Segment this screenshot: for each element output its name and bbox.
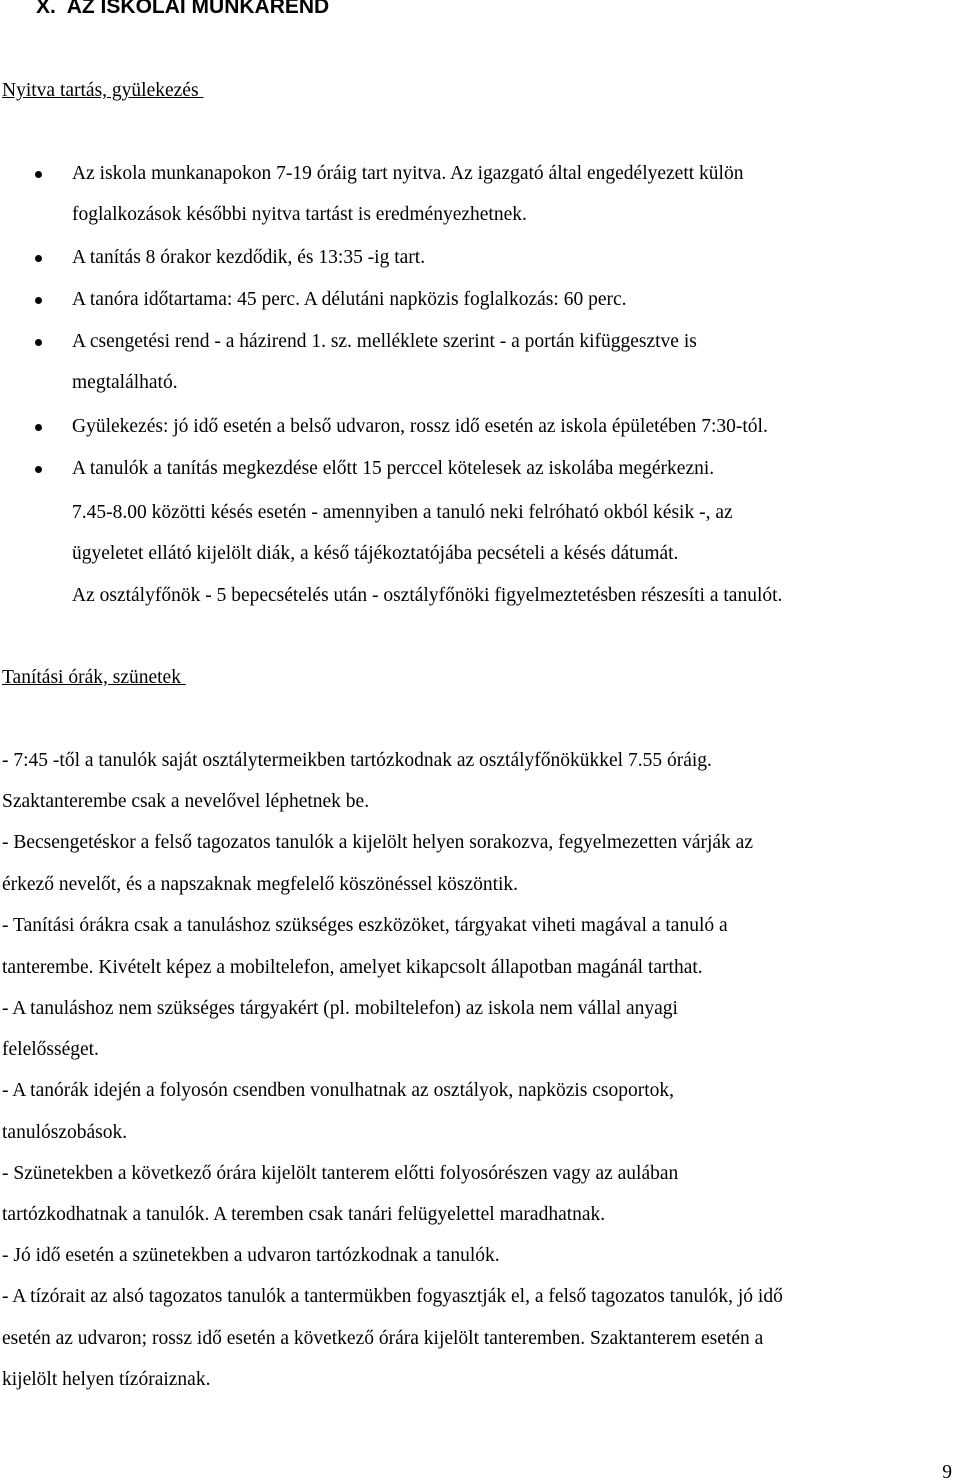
- paragraph-line: tanterembe. Kivételt képez a mobiltelefon, amelyet kikapcsolt állapotban magánál tarthat.: [2, 957, 703, 978]
- list-item-line: Az osztályfőnök - 5 bepecsételés után - osztályfőnöki figyelmeztetésben részesíti a tanulót.: [72, 585, 783, 606]
- list-item-line: foglalkozások későbbi nyitva tartást is eredményezhetnek.: [72, 204, 527, 225]
- section-heading-opening-hours: Nyitva tartás, gyülekezés: [2, 80, 204, 101]
- paragraph-line: - Tanítási órákra csak a tanuláshoz szükséges eszközöket, tárgyakat viheti magával a tanuló a: [2, 915, 728, 936]
- section-heading-lessons-breaks: Tanítási órák, szünetek: [2, 667, 186, 688]
- paragraph-line: - A tízórait az alsó tagozatos tanulók a tantermükben fogyasztják el, a felső tagozatos tanulók, jó idő: [2, 1286, 783, 1307]
- paragraph-line: - A tanórák idején a folyosón csendben vonulhatnak az osztályok, napközis csoportok,: [2, 1080, 675, 1101]
- list-item-line: A tanóra időtartama: 45 perc. A délutáni napközis foglalkozás: 60 perc.: [72, 289, 627, 310]
- bullet-marker: [35, 466, 42, 473]
- bullet-marker: [35, 339, 42, 346]
- list-item-line: A csengetési rend - a házirend 1. sz. melléklete szerint - a portán kifüggesztve is: [72, 331, 697, 352]
- bullet-marker: [35, 255, 42, 262]
- paragraph-line: - 7:45 -től a tanulók saját osztálytermeikben tartózkodnak az osztályfőnökükkel 7.55 óráig.: [2, 750, 712, 771]
- paragraph-line: esetén az udvaron; rossz idő esetén a következő órára kijelölt tanteremben. Szaktanterem esetén a: [2, 1328, 764, 1349]
- list-item-line: 7.45-8.00 közötti késés esetén - amennyiben a tanuló neki felróható okból késik -, az: [72, 502, 733, 523]
- list-item-line: ügyeletet ellátó kijelölt diák, a késő tájékoztatójába pecsételi a késés dátumát.: [72, 543, 679, 564]
- paragraph-line: felelősséget.: [2, 1039, 99, 1060]
- paragraph-line: érkező nevelőt, és a napszaknak megfelelő köszönéssel köszöntik.: [2, 874, 519, 895]
- paragraph-line: tanulószobások.: [2, 1122, 128, 1143]
- bullet-marker: [35, 171, 42, 178]
- paragraph-line: - A tanuláshoz nem szükséges tárgyakért (pl. mobiltelefon) az iskola nem vállal anyagi: [2, 998, 678, 1019]
- list-item-line: megtalálható.: [72, 372, 178, 393]
- paragraph-line: Szaktanterembe csak a nevelővel léphetnek be.: [2, 791, 370, 812]
- page-number: 9: [942, 1462, 952, 1483]
- bullet-marker: [35, 297, 42, 304]
- paragraph-line: kijelölt helyen tízóraiznak.: [2, 1369, 211, 1390]
- list-item-line: A tanulók a tanítás megkezdése előtt 15 perccel kötelesek az iskolába megérkezni.: [72, 458, 715, 479]
- paragraph-line: - Szünetekben a következő órára kijelölt tanterem előtti folyosórészen vagy az aulában: [2, 1163, 679, 1184]
- paragraph-line: - Jó idő esetén a szünetekben a udvaron tartózkodnak a tanulók.: [2, 1245, 500, 1266]
- list-item-line: Az iskola munkanapokon 7-19 óráig tart nyitva. Az igazgató által engedélyezett külön: [72, 163, 744, 184]
- paragraph-line: - Becsengetéskor a felső tagozatos tanulók a kijelölt helyen sorakozva, fegyelmezetten várják az: [2, 832, 753, 853]
- list-item-line: Gyülekezés: jó idő esetén a belső udvaron, rossz idő esetén az iskola épületében 7:30-tól.: [72, 416, 768, 437]
- bullet-marker: [35, 424, 42, 431]
- list-item-line: A tanítás 8 órakor kezdődik, és 13:35 -ig tart.: [72, 247, 426, 268]
- paragraph-line: tartózkodhatnak a tanulók. A teremben csak tanári felügyelettel maradhatnak.: [2, 1204, 606, 1225]
- chapter-title: X. AZ ISKOLAI MUNKAREND: [36, 0, 330, 18]
